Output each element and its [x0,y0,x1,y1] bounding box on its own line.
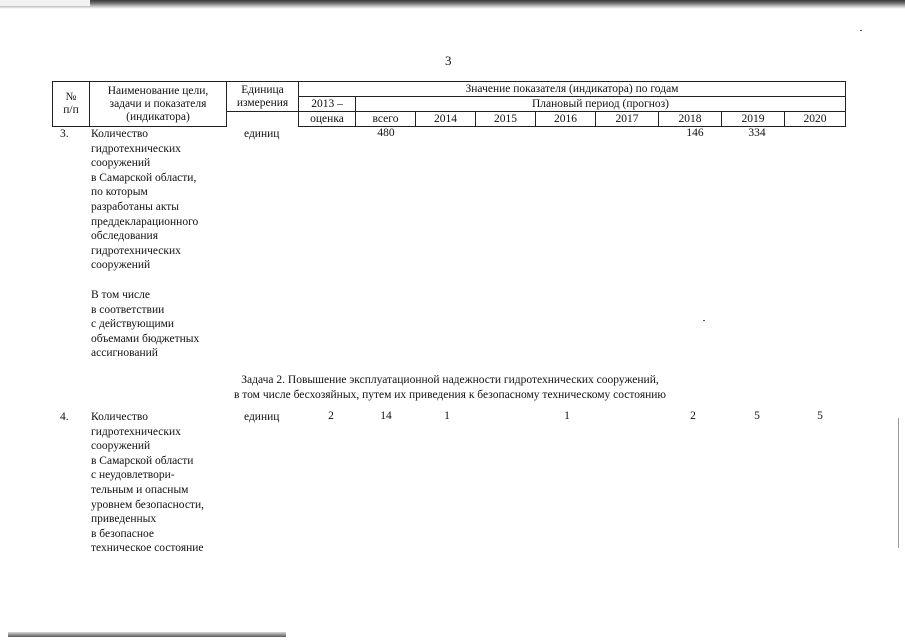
header-year-2014: 2014 [416,112,476,127]
header-year-2018: 2018 [659,112,722,127]
header-values-title: Значение показателя (индикатора) по годам [299,82,846,97]
row-value-2019: 5 [754,410,760,422]
header-year-2016: 2016 [536,112,596,127]
scan-speck [703,320,705,321]
row-value-2014: 1 [444,410,450,422]
row-number: 3. [60,128,69,140]
row-value-total: 480 [377,127,395,139]
header-unit-bottom [227,112,299,127]
header-number: № п/п [53,82,90,127]
scan-speck [860,30,862,31]
header-estimate-label: оценка [299,112,356,127]
header-planned-period: Плановый период (прогноз) [356,97,846,112]
row-value-2018: 2 [690,410,696,422]
row-value-total: 14 [380,410,392,422]
task-2-heading: Задача 2. Повышение эксплуатационной надежности гидротехнических сооружений, в том числе бесхозяйных, путем их приведения к безопасному техническому состоянию [233,374,667,401]
row-indicator-note: В том числе в соответствии с действующими объемами бюджетных ассигнований [91,289,200,360]
row-indicator-name: Количество гидротехнических сооружений в Самарской области, по которым разработаны акты преддекларационного обследования гидротехнических сооружений [91,128,199,272]
scan-bottom-edge [8,632,286,637]
header-unit: Единица измерения [227,82,299,112]
scan-top-edge-light [0,0,90,6]
page-number: 3 [445,53,452,68]
row-value-2018: 146 [686,127,704,139]
row-value-2019: 334 [748,127,766,139]
row-value-estimate: 2 [328,410,334,422]
row-number: 4. [60,411,69,423]
header-name: Наименование цели, задачи и показателя (индикатора) [90,82,227,127]
header-year-2015: 2015 [476,112,536,127]
row-value-2020: 5 [817,410,823,422]
header-estimate-year: 2013 – [299,97,356,112]
row-unit: единиц [244,128,280,140]
indicator-table-header [52,81,846,127]
row-indicator-name: Количество гидротехнических сооружений в Самарской области с неудовлетвори- тельным и опасным уровнем безопасности, приведенных в безопасное техническое состояние [91,411,204,555]
row-unit: единиц [244,411,280,423]
header-total: всего [356,112,416,127]
scan-top-edge [0,0,905,9]
header-year-2017: 2017 [596,112,659,127]
scan-right-mark [898,418,899,548]
header-year-2020: 2020 [785,112,846,127]
header-year-2019: 2019 [722,112,785,127]
row-value-2016: 1 [564,410,570,422]
